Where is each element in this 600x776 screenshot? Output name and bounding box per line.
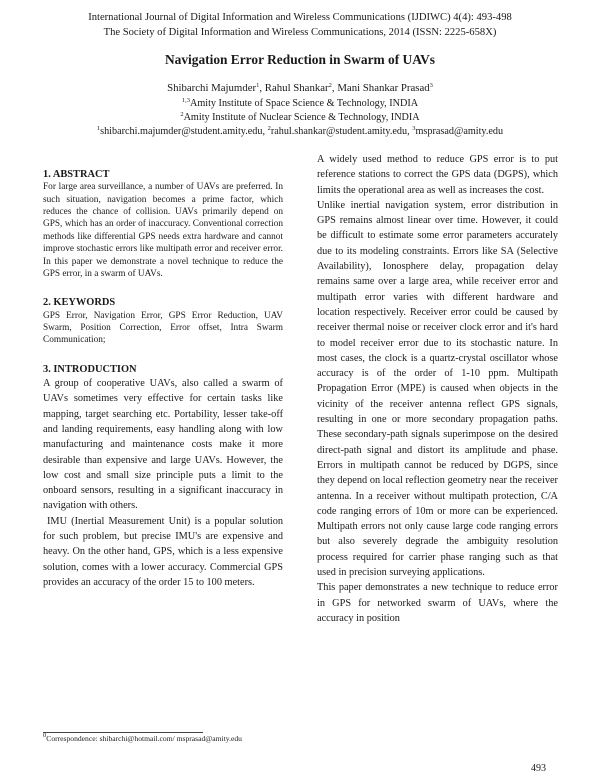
affiliation-2 xyxy=(0,111,600,124)
keywords-text: GPS Error, Navigation Error, GPS Error Reduction, UAV Swarm, Position Correction, Error offset, Intra Swarm Communication; xyxy=(43,310,283,346)
right-paragraph-3: This paper demonstrates a new technique to reduce error in GPS for networked swarm of UAVs, where the accuracy in position xyxy=(317,582,558,624)
email-2-mark: 2 xyxy=(267,125,271,132)
abstract-text: For large area surveillance, a number of UAVs are preferred. In such situation, navigation becomes a prime factor, which reduces the chance of collision. UAVs primarily depend on GPS, which has an order of inaccuracy. Conventional correction methods like differential GPS needs extra hardware and cannot improve stochastic errors like multipath error and receiver error. In this paper we demonstrate a novel technique to reduce the GPS error, in a swarm of UAVs. xyxy=(43,182,283,280)
author-3: Mani Shankar Prasad xyxy=(337,82,430,94)
email-3: msprasad@amity.edu xyxy=(415,126,504,137)
author-2: Rahul Shankar xyxy=(264,82,329,94)
journal-header-line-2: The Society of Digital Information and Wireless Communications, 2014 (ISSN: 2225-658X) xyxy=(103,27,497,38)
affiliation-1-text: Amity Institute of Space Science & Technology, INDIA xyxy=(189,98,419,109)
introduction-paragraph-2: IMU (Inertial Measurement Unit) is a popular solution for such problem, but precise IMU's are expensive and heavy. On the other hand, GPS, which is a less expensive solution, comes with a lower accuracy. Commercial GPS provides an accuracy of the order 15 to 100 meters. xyxy=(43,515,283,588)
right-paragraph-2: Unlike inertial navigation system, error distribution in GPS remains almost linear over time. However, it could be difficult to estimate some error parameters accurately due to its modeling constraints. Errors like SA (Selective Availability), Ionosphere delay, propagation delay remains same over a large area, while receiver error and multipath error varies with different hardware and location respectively. Receiver error could be caused by receiver thermal noise or receiver clock error and it's hard to model receiver error due to its stochastic nature. In most cases, the clock is a quartz-crystal oscillator whose accuracy is of the order of 1-10 ppm. Multipath Propagation Error (MPE) is caused when objects in the vicinity of the receiver antenna reflect GPS signals, resulting in one or more secondary propagation paths. These secondary-path signals superimpose on the desired direct-path signal and distort its amplitude and phase. Errors in multipath cannot be reduced by DGPS, since they depend on local reflection geometry near the receiver antenna. In a receiver without multipath protection, C/A code ranging errors of 10m or more can be experienced. Multipath errors not only cause large code ranging errors but also severely degrade the ambiguity resolution process required for carrier phase ranging such as that used in precision surveying applications. xyxy=(317,199,558,579)
affiliation-2-text: Amity Institute of Nuclear Science & Technology, INDIA xyxy=(183,112,420,123)
abstract-heading: 1. ABSTRACT xyxy=(43,169,110,180)
right-paragraph-1: A widely used method to reduce GPS error is to put reference stations to correct the GPS data (DGPS), which limits the operational area as well as increases the cost. xyxy=(317,154,558,196)
footnote xyxy=(43,734,293,744)
email-1-mark: 1 xyxy=(96,125,101,132)
introduction-heading: 3. INTRODUCTION xyxy=(43,363,137,375)
author-emails xyxy=(0,125,600,138)
email-2: rahul.shankar@student.amity.edu, xyxy=(270,126,410,137)
right-column xyxy=(317,152,558,626)
left-column xyxy=(43,168,283,590)
author-list: Shibarchi Majumder$^1$, Rahul Shankar$^2$, Mani Shankar Prasad$^3$ xyxy=(167,82,433,94)
author-3-mark: 3 xyxy=(429,82,433,89)
footnote-mark: 0 xyxy=(43,732,47,739)
keywords-heading: 2. KEYWORDS xyxy=(43,297,116,309)
footnote-text: Correspondence: shibarchi@hotmail.com/ msprasad@amity.edu xyxy=(46,734,242,743)
introduction-paragraph-1: A group of cooperative UAVs, also called a swarm of UAVs sometimes very effective for certain tasks like mapping, target searching etc. Portability, lesser take-off and landing requirements, easy handling along with low manufacturing and maintenance costs make it more desirable than expensive and large UAVs. However, the low cost and small size principle puts a limit to the onboard sensors, resulting in a significant inaccuracy in navigation with others. xyxy=(43,378,283,512)
affiliation-1-mark: 1,3 xyxy=(181,97,190,104)
journal-header-line-1: International Journal of Digital Information and Wireless Communications (IJDIWC) 4(4): 493-498 xyxy=(88,12,512,23)
paper-title: Navigation Error Reduction in Swarm of UAVs xyxy=(164,52,436,67)
affiliation-1 xyxy=(0,97,600,110)
page-number: 493 xyxy=(531,763,546,774)
author-2-mark: 2 xyxy=(328,82,332,89)
footnote-rule xyxy=(43,732,203,733)
email-1: shibarchi.majumder@student.amity.edu, xyxy=(100,126,266,137)
affiliation-2-mark: 2 xyxy=(180,111,184,118)
email-3-mark: 3 xyxy=(412,125,416,132)
author-1-mark: 1 xyxy=(256,82,260,89)
author-1: Shibarchi Majumder xyxy=(167,82,257,94)
